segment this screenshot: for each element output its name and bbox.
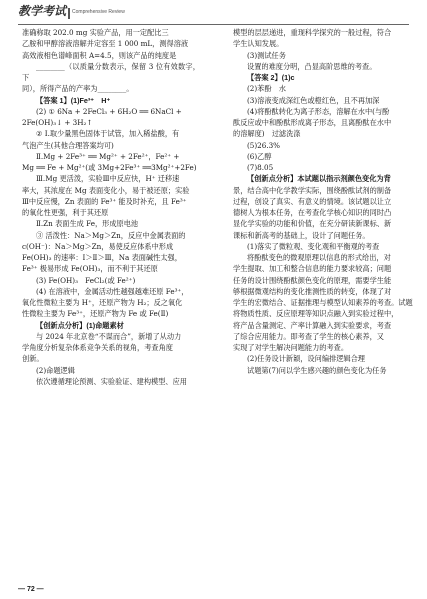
text-line: Ⅱ.Zn 表面生成 Fe，形成原电池 xyxy=(36,219,139,229)
text-line: 学角度分析复杂体系竞争关系的视角，考查角度 xyxy=(22,343,173,352)
text-line: (2)苯酚 水 xyxy=(247,84,286,94)
answer-heading: 【答案 1】(1)Fe³⁺ H⁺ xyxy=(36,95,111,105)
text-line: 实现了对学生解决问题能力的考查。 xyxy=(233,343,349,352)
text-line: (6)乙醇 xyxy=(247,151,272,161)
text-line: 率大，其浓度在 Mg 表面变化小，易于被还原；实验 xyxy=(22,185,190,195)
text-line: 准确称取 202.0 mg 实验产品，用一定配比三 xyxy=(22,28,169,37)
text-line: Ⅲ中反应慢，Zn 表面的 Fe³⁺ 能及时补充，且 Fe³⁺ xyxy=(22,196,187,206)
text-line: 学生认知发展。 xyxy=(233,39,284,49)
text-line: 了综合应用能力。即考查了学生的核心素养，又 xyxy=(233,331,384,341)
text-line: (4)将酚酞转化为离子形态，溶解在水中(与酚 xyxy=(247,106,390,116)
text-line: c(OH⁻)：Na＞Mg＞Zn，易使反应体系中形成 xyxy=(22,241,174,251)
text-line: 依次遵循理论预测、实验验证、建构模型、应用 xyxy=(36,376,187,386)
text-line: Ⅱ.Mg + 2Fe³⁺ ══ Mg²⁺ + 2Fe²⁺，Fe²⁺ + xyxy=(36,151,180,161)
page-number: — 72 — xyxy=(18,586,44,593)
text-line: 设置的难度分明，凸显高阶思维的考查。 xyxy=(247,61,377,71)
text-line: 氧化性微粒主要为 H⁺，还原产物为 H₂；反之氧化 xyxy=(22,298,183,307)
text-line: 学生提取、加工和整合信息的能力要求较高；问题 xyxy=(233,264,392,274)
header-rule xyxy=(18,24,409,25)
text-line: 过程，创设了真实、有意义的情境。该试题以让立 xyxy=(233,196,392,206)
text-line: 高效液相色谱峰面积 A=4.5，则该产品的纯度是 xyxy=(22,50,177,60)
text-line: 课标和新高考的基础上，设计了问题任务。 xyxy=(233,230,370,240)
text-line: Fe³⁺ 极易形成 Fe(OH)₃，而不利于其还原 xyxy=(22,264,158,274)
text-line: 试题第(7)问以学生感兴趣的颜色变化为任务 xyxy=(247,365,387,375)
text-line: (7)8.05 xyxy=(247,163,274,172)
text-line: (3)溶液变成深红色或橙红色，且不再加深 xyxy=(247,95,380,105)
text-line: (5)26.3% xyxy=(247,140,281,150)
text-line: ________（以质量分数表示，保留 3 位有效数字，下 xyxy=(22,61,200,82)
text-line: 的氧化性更强，利于其还原 xyxy=(22,208,109,217)
text-line: ② Ⅰ.取少量黑色固体于试管，加入稀盐酸，有 xyxy=(36,129,180,139)
innovation-heading: 【创新点分析】(1)命题素材 xyxy=(36,320,124,330)
text-line: 将产品含量测定、产率计算融入到实验要求，考查 xyxy=(233,320,392,330)
text-line: 性微粒主要为 Fe³⁺，还原产物为 Fe 或 Fe(Ⅱ) xyxy=(22,309,169,319)
right-column xyxy=(233,27,413,376)
text-line: (2)命题逻辑 xyxy=(36,365,75,375)
text-line: 酞反应或中和酚酞形成离子形态，且离酚酞在水中 xyxy=(233,118,392,127)
text-line: (3) Fe(OH)₃ FeCl₂(或 Fe²⁺) xyxy=(36,275,136,285)
text-line: Ⅲ.Mg 更活泼，实验Ⅲ中反应快，H⁺ 迁移速 xyxy=(36,174,180,184)
text-line: ③ 活泼性：Na＞Mg＞Zn，反应中金属表面的 xyxy=(36,230,186,240)
text-line: 同），所得产品的产率为________。 xyxy=(22,84,134,94)
text-line: 模型的层层递进，重现科学探究的一般过程，符合 xyxy=(233,28,392,37)
text-line: 将物质性质、反应原理等知识点融入到实验过程中， xyxy=(233,309,399,319)
text-line: 2Fe(OH)₃↓ + 3H₂↑ xyxy=(22,118,93,127)
text-line: 乙胺和甲醇溶液溶解并定容至 1 000 mL，测得溶液 xyxy=(22,39,189,49)
text-line: (2) ① 6Na + 2FeCl₃ + 6H₂O ══ 6NaCl + xyxy=(36,106,182,116)
innovation-heading: 【创新点分析】本试题以指示剂颜色变化为背 xyxy=(247,174,391,184)
text-line: Fe(OH)₃ 的速率：Ⅰ＞Ⅱ＞Ⅲ，Na 表面碱性太强， xyxy=(22,253,182,262)
text-line: Mg ══ Fe + Mg²⁺(或 3Mg+2Fe³⁺ ══3Mg²⁺+2Fe) xyxy=(22,163,197,172)
text-line: 德树人为根本任务，在考查化学核心知识的同时凸 xyxy=(233,208,392,217)
text-line: 够根据微观结构的变化推测性质的转变，体现了对 xyxy=(233,286,392,296)
left-column xyxy=(22,27,200,387)
text-line: 气泡产生(其他合理答案均可) xyxy=(22,140,114,150)
text-line: 任务的设计围绕酚酞颜色变化的原理，需要学生能 xyxy=(233,275,392,285)
text-line: 显化学实验的功能和价值，在充分研读新课标、新 xyxy=(233,219,392,229)
answer-heading: 【答案 2】(1)c xyxy=(247,73,295,82)
text-line: 景，结合高中化学教学实际，围绕酚酞试剂的制备 xyxy=(233,185,392,195)
text-line: 学生的宏微结合、证据推理与模型认知素养的考查。试题 xyxy=(233,298,413,307)
text-line: 将酚酞变色的微观原理以信息的形式给出，对 xyxy=(247,253,391,262)
text-line: 创新。 xyxy=(22,354,44,364)
brand-divider xyxy=(68,8,70,19)
brand-logo: 教学考试 xyxy=(18,4,67,18)
text-line: (2)任务设计新颖，设问编排逻辑合理 xyxy=(247,354,365,364)
text-line: 的溶解度) 过滤洗涤 xyxy=(233,129,301,139)
text-line: (4) 在溶液中，金属活动性越强越难还原 Fe³⁺， xyxy=(36,286,189,296)
brand-subtitle: Comprehensive Review xyxy=(72,9,125,16)
text-line: 与 2024 年北京卷“不谋而合”，新增了从动力 xyxy=(36,331,182,341)
text-line: (3)测试任务 xyxy=(247,50,286,60)
text-line: (1)落实了微粒观、变化观和平衡观的考查 xyxy=(247,241,380,251)
